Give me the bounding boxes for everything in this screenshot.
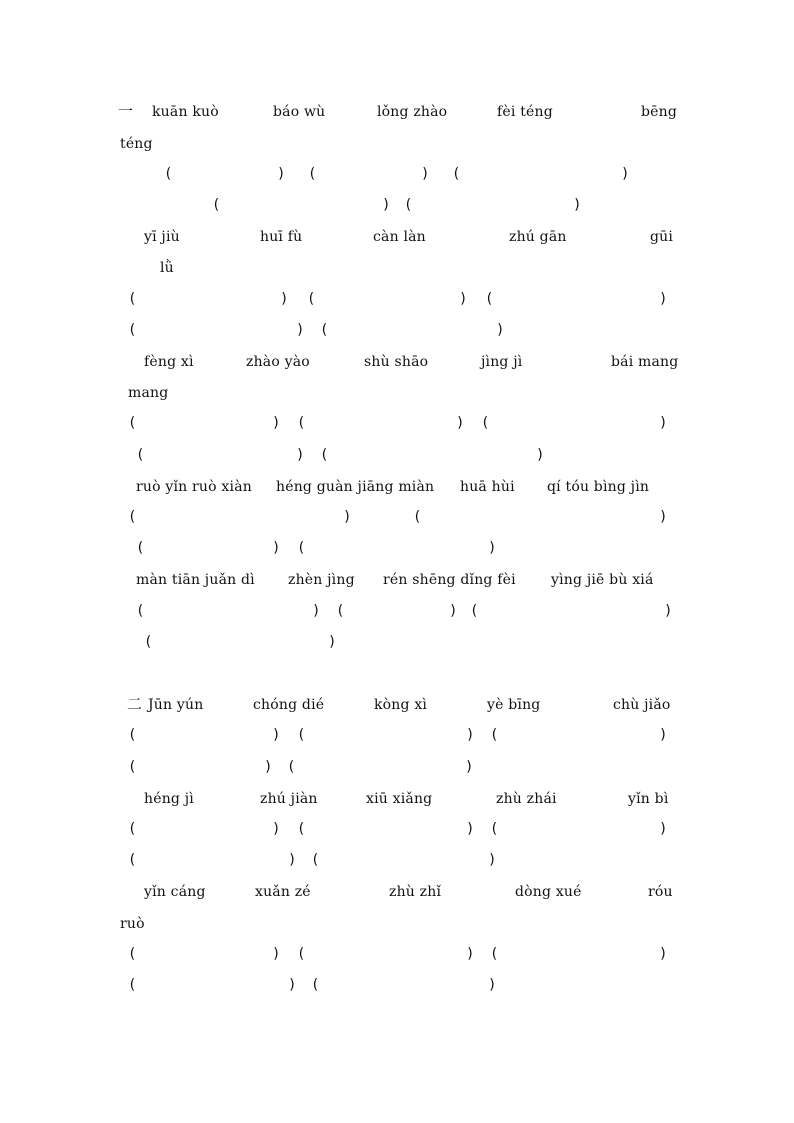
pinyin-word: ruò yǐn ruò xiàn: [136, 479, 252, 495]
answer-blank-close: ): [449, 603, 458, 619]
answer-blank-close: ): [664, 603, 673, 619]
answer-blank-open: (: [128, 291, 137, 307]
answer-blank-close: ): [496, 322, 505, 338]
answer-blank-close: ): [659, 415, 668, 431]
answer-blank-open: (: [128, 322, 137, 338]
answer-blank-close: ): [296, 447, 305, 463]
pinyin-word: lǒng zhào: [377, 104, 448, 120]
answer-blank-open: (: [308, 166, 317, 182]
pinyin-word: bái mang: [611, 354, 679, 370]
pinyin-word: yìng jiē bù xiá: [551, 572, 654, 588]
pinyin-word: rén shēng dǐng fèi: [383, 572, 516, 588]
answer-blank-close: ): [296, 322, 305, 338]
pinyin-word: kuān kuò: [152, 104, 219, 120]
pinyin-word: fèng xì: [144, 354, 194, 370]
pinyin-word: kòng xì: [374, 697, 428, 713]
answer-blank-open: (: [404, 197, 413, 213]
section-2-label: 二: [127, 695, 143, 713]
pinyin-word: héng jì: [144, 791, 194, 807]
answer-blank-close: ): [465, 759, 474, 775]
answer-blank-close: ): [488, 852, 497, 868]
pinyin-word: yǐn bì: [628, 791, 669, 807]
answer-blank-close: ): [488, 977, 497, 993]
answer-blank-close: ): [343, 509, 352, 525]
answer-blank-close: ): [466, 946, 475, 962]
pinyin-word: xiū xiǎng: [366, 791, 433, 807]
pinyin-word: téng: [120, 136, 153, 152]
pinyin-word: zhèn jìng: [288, 572, 355, 588]
pinyin-word: shù shāo: [364, 354, 429, 370]
answer-blank-close: ): [659, 291, 668, 307]
answer-blank-open: (: [128, 977, 137, 993]
answer-blank-close: ): [621, 166, 630, 182]
answer-blank-open: (: [297, 415, 306, 431]
answer-blank-open: (: [164, 166, 173, 182]
answer-blank-open: (: [307, 291, 316, 307]
pinyin-word: lǜ: [160, 260, 174, 276]
answer-blank-open: (: [144, 634, 153, 650]
answer-blank-open: (: [128, 759, 137, 775]
answer-blank-open: (: [297, 540, 306, 556]
answer-blank-open: (: [136, 540, 145, 556]
answer-blank-close: ): [288, 977, 297, 993]
pinyin-word: mang: [128, 385, 169, 401]
pinyin-word: qí tóu bìng jìn: [547, 479, 650, 495]
answer-blank-close: ): [659, 509, 668, 525]
answer-blank-open: (: [470, 603, 479, 619]
answer-blank-close: ): [659, 821, 668, 837]
answer-blank-close: ): [456, 415, 465, 431]
pinyin-word: huā hùi: [460, 479, 515, 495]
answer-blank-open: (: [413, 509, 422, 525]
pinyin-word: dòng xué: [515, 884, 582, 900]
pinyin-word: ruò: [120, 916, 145, 932]
pinyin-word: zhù zhǐ: [389, 884, 442, 900]
pinyin-word: chóng dié: [253, 697, 325, 713]
answer-blank-close: ): [328, 634, 337, 650]
answer-blank-open: (: [311, 852, 320, 868]
answer-blank-open: (: [128, 415, 137, 431]
answer-blank-open: (: [320, 447, 329, 463]
answer-blank-close: ): [459, 291, 468, 307]
answer-blank-open: (: [128, 509, 137, 525]
answer-blank-close: ): [488, 540, 497, 556]
answer-blank-open: (: [490, 946, 499, 962]
answer-blank-open: (: [297, 821, 306, 837]
answer-blank-open: (: [128, 852, 137, 868]
pinyin-word: zhào yào: [246, 354, 310, 370]
answer-blank-open: (: [320, 322, 329, 338]
answer-blank-close: ): [272, 727, 281, 743]
pinyin-word: Jūn yún: [148, 697, 204, 713]
answer-blank-open: (: [452, 166, 461, 182]
pinyin-word: xuǎn zé: [255, 884, 311, 900]
answer-blank-close: ): [272, 415, 281, 431]
answer-blank-close: ): [312, 603, 321, 619]
pinyin-word: gūi: [650, 229, 674, 245]
answer-blank-close: ): [280, 291, 289, 307]
answer-blank-open: (: [128, 821, 137, 837]
answer-blank-open: (: [136, 603, 145, 619]
answer-blank-close: ): [573, 197, 582, 213]
answer-blank-open: (: [128, 946, 137, 962]
answer-blank-close: ): [421, 166, 430, 182]
answer-blank-close: ): [382, 197, 391, 213]
answer-blank-close: ): [288, 852, 297, 868]
pinyin-word: huī fù: [260, 229, 303, 245]
pinyin-word: màn tiān juǎn dì: [136, 572, 255, 588]
answer-blank-close: ): [272, 540, 281, 556]
pinyin-word: zhú gān: [509, 229, 567, 245]
answer-blank-open: (: [297, 727, 306, 743]
pinyin-word: yè bīng: [487, 697, 541, 713]
answer-blank-open: (: [336, 603, 345, 619]
answer-blank-open: (: [297, 946, 306, 962]
answer-blank-open: (: [311, 977, 320, 993]
answer-blank-open: (: [490, 727, 499, 743]
answer-blank-open: (: [287, 759, 296, 775]
pinyin-word: fèi téng: [497, 104, 553, 120]
answer-blank-close: ): [272, 821, 281, 837]
pinyin-word: héng guàn jiāng miàn: [276, 479, 435, 495]
answer-blank-open: (: [481, 415, 490, 431]
answer-blank-open: (: [490, 821, 499, 837]
pinyin-word: bēng: [641, 104, 678, 120]
pinyin-word: jìng jì: [481, 354, 523, 370]
answer-blank-close: ): [466, 727, 475, 743]
pinyin-word: càn làn: [373, 229, 426, 245]
answer-blank-open: (: [212, 197, 221, 213]
answer-blank-open: (: [136, 447, 145, 463]
answer-blank-close: ): [536, 447, 545, 463]
answer-blank-open: (: [128, 727, 137, 743]
section-1-label: 一: [118, 102, 134, 120]
answer-blank-close: ): [264, 759, 273, 775]
pinyin-word: chù jiǎo: [613, 697, 671, 713]
pinyin-word: zhù zhái: [496, 791, 557, 807]
answer-blank-close: ): [659, 727, 668, 743]
pinyin-word: yī jiù: [144, 229, 180, 245]
answer-blank-close: ): [466, 821, 475, 837]
pinyin-word: báo wù: [273, 104, 326, 120]
pinyin-word: róu: [648, 884, 673, 900]
answer-blank-close: ): [277, 166, 286, 182]
answer-blank-close: ): [659, 946, 668, 962]
pinyin-word: yǐn cáng: [144, 884, 206, 900]
answer-blank-close: ): [272, 946, 281, 962]
answer-blank-open: (: [485, 291, 494, 307]
pinyin-word: zhú jiàn: [260, 791, 318, 807]
